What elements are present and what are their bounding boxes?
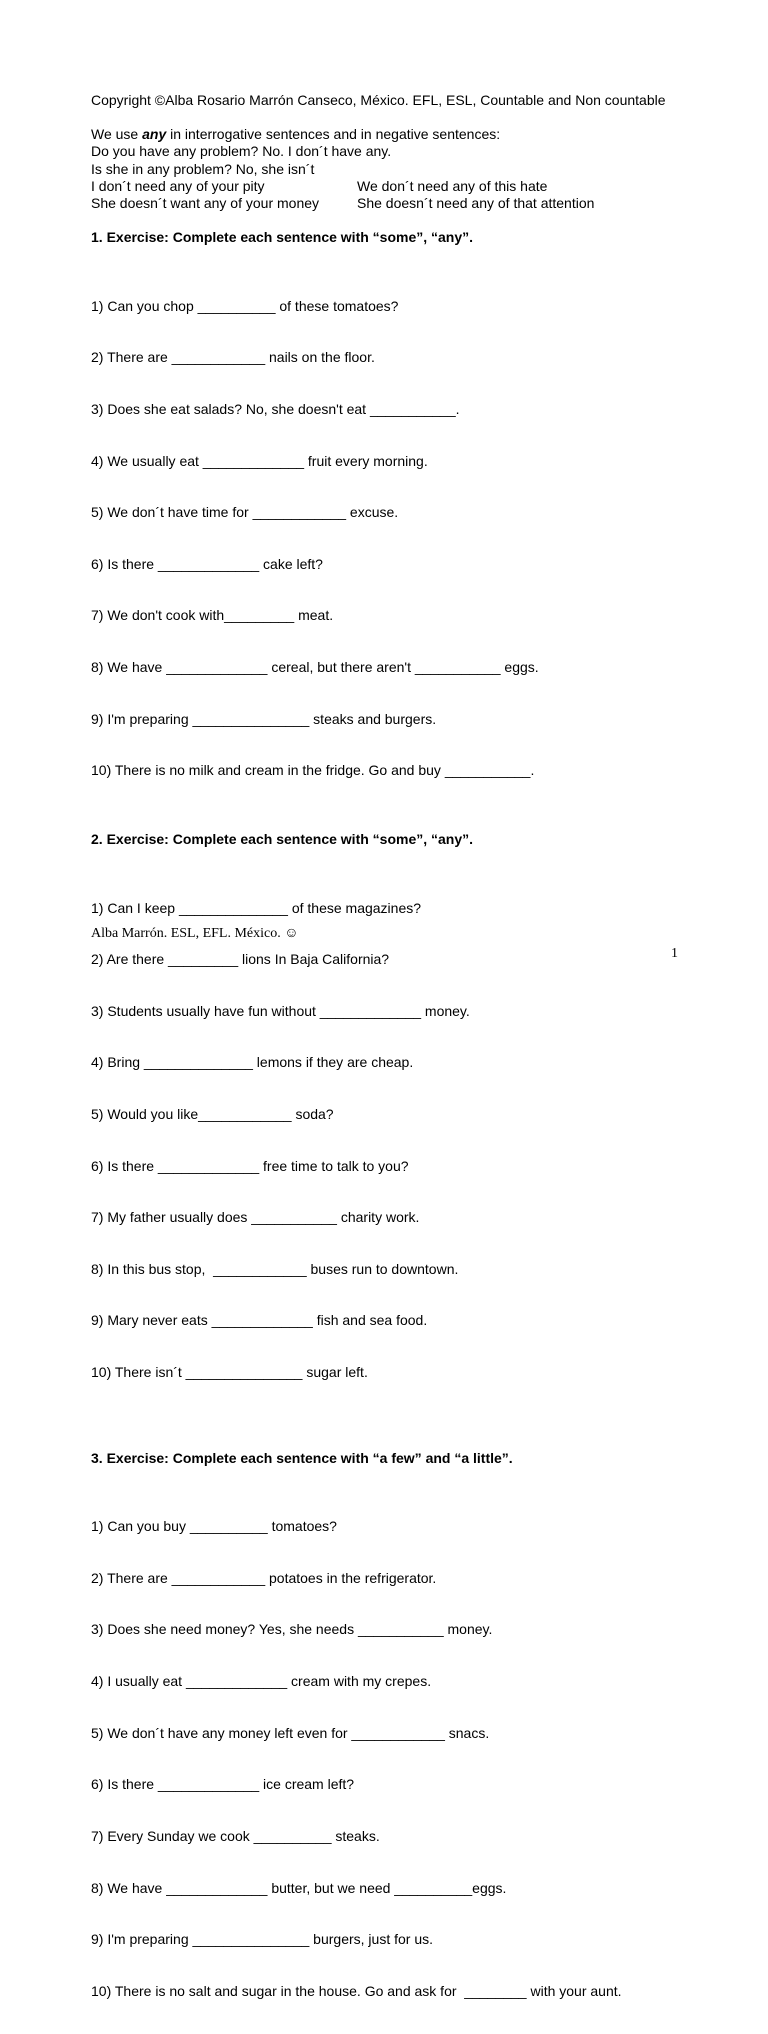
exercise-item: 1) Can I keep ______________ of these magazines? [91,899,422,916]
intro-post: in interrogative sentences and in negative sentences: [166,126,501,143]
exercise-item: 3) Students usually have fun without _____________ money. [91,1002,470,1019]
pair-left: She doesn´t want any of your money [91,195,320,212]
exercise-item: 6) Is there _____________ cake left? [91,555,323,572]
exercise-item: 7) My father usually does ___________ charity work. [91,1209,420,1226]
exercise-item: 4) I usually eat _____________ cream with my crepes. [91,1673,432,1690]
exercise-item: 1) Can you chop __________ of these tomatoes? [91,297,399,314]
exercise-3-title: 3. Exercise: Complete each sentence with “a few” and “a little”. [91,1449,513,1466]
exercise-3-items [91,1484,731,2034]
exercise-item: 2) There are ____________ nails on the floor. [91,349,375,366]
intro-example: Is she in any problem? No, she isn´t [91,160,315,177]
exercise-2-items [91,865,731,1416]
intro-keyword: any [142,126,167,143]
exercise-item: 10) There is no milk and cream in the fridge. Go and buy ___________. [91,762,535,779]
pair-right: We don´t need any of this hate [357,177,548,194]
exercise-item: 7) Every Sunday we cook __________ steaks. [91,1827,380,1844]
exercise-item: 10) There is no salt and sugar in the house. Go and ask for ________ with your aunt. [91,1982,622,1999]
exercise-1-title: 1. Exercise: Complete each sentence with “some”, “any”. [91,229,474,246]
pair-left: I don´t need any of your pity [91,177,265,194]
exercise-1-items [91,263,731,814]
exercise-item: 2) Are there _________ lions In Baja California? [91,951,390,968]
exercise-item: 6) Is there _____________ ice cream left? [91,1776,355,1793]
exercise-item: 5) We don´t have any money left even for ____________ snacs. [91,1724,490,1741]
exercise-item: 6) Is there _____________ free time to talk to you? [91,1157,409,1174]
intro-pair [91,178,731,195]
exercise-item: 8) We have _____________ cereal, but there aren't ___________ eggs. [91,659,539,676]
footer: Alba Marrón. ESL, EFL. México. ☺ [91,926,299,941]
exercise-2-title: 2. Exercise: Complete each sentence with “some”, “any”. [91,830,474,847]
exercise-item: 4) Bring ______________ lemons if they are cheap. [91,1054,414,1071]
exercise-item: 9) I'm preparing _______________ burgers, just for us. [91,1931,434,1948]
exercise-item: 8) We have _____________ butter, but we need __________eggs. [91,1879,507,1896]
exercise-item: 7) We don't cook with_________ meat. [91,607,334,624]
intro-pre: We use [91,126,143,143]
exercise-item: 9) I'm preparing _______________ steaks and burgers. [91,710,437,727]
exercise-item: 10) There isn´t _______________ sugar left. [91,1364,368,1381]
exercise-item: 4) We usually eat _____________ fruit every morning. [91,452,428,469]
page-number: 1 [671,946,678,961]
exercise-item: 5) We don´t have time for ____________ excuse. [91,504,399,521]
exercise-item: 1) Can you buy __________ tomatoes? [91,1518,337,1535]
exercise-item: 2) There are ____________ potatoes in the refrigerator. [91,1569,437,1586]
exercise-item: 3) Does she need money? Yes, she needs ___________ money. [91,1621,493,1638]
exercise-item: 3) Does she eat salads? No, she doesn't eat ___________. [91,401,460,418]
intro-example: Do you have any problem? No. I don´t have any. [91,143,392,160]
exercise-item: 5) Would you like____________ soda? [91,1105,334,1122]
copyright-header: Copyright ©Alba Rosario Marrón Canseco, México. EFL, ESL, Countable and Non countable [91,92,666,108]
intro-rule [91,126,731,143]
document-page [91,92,731,2034]
exercise-item: 8) In this bus stop, ____________ buses run to downtown. [91,1260,459,1277]
pair-right: She doesn´t need any of that attention [357,195,595,212]
exercise-item: 9) Mary never eats _____________ fish and sea food. [91,1312,428,1329]
intro-pair [91,195,731,212]
